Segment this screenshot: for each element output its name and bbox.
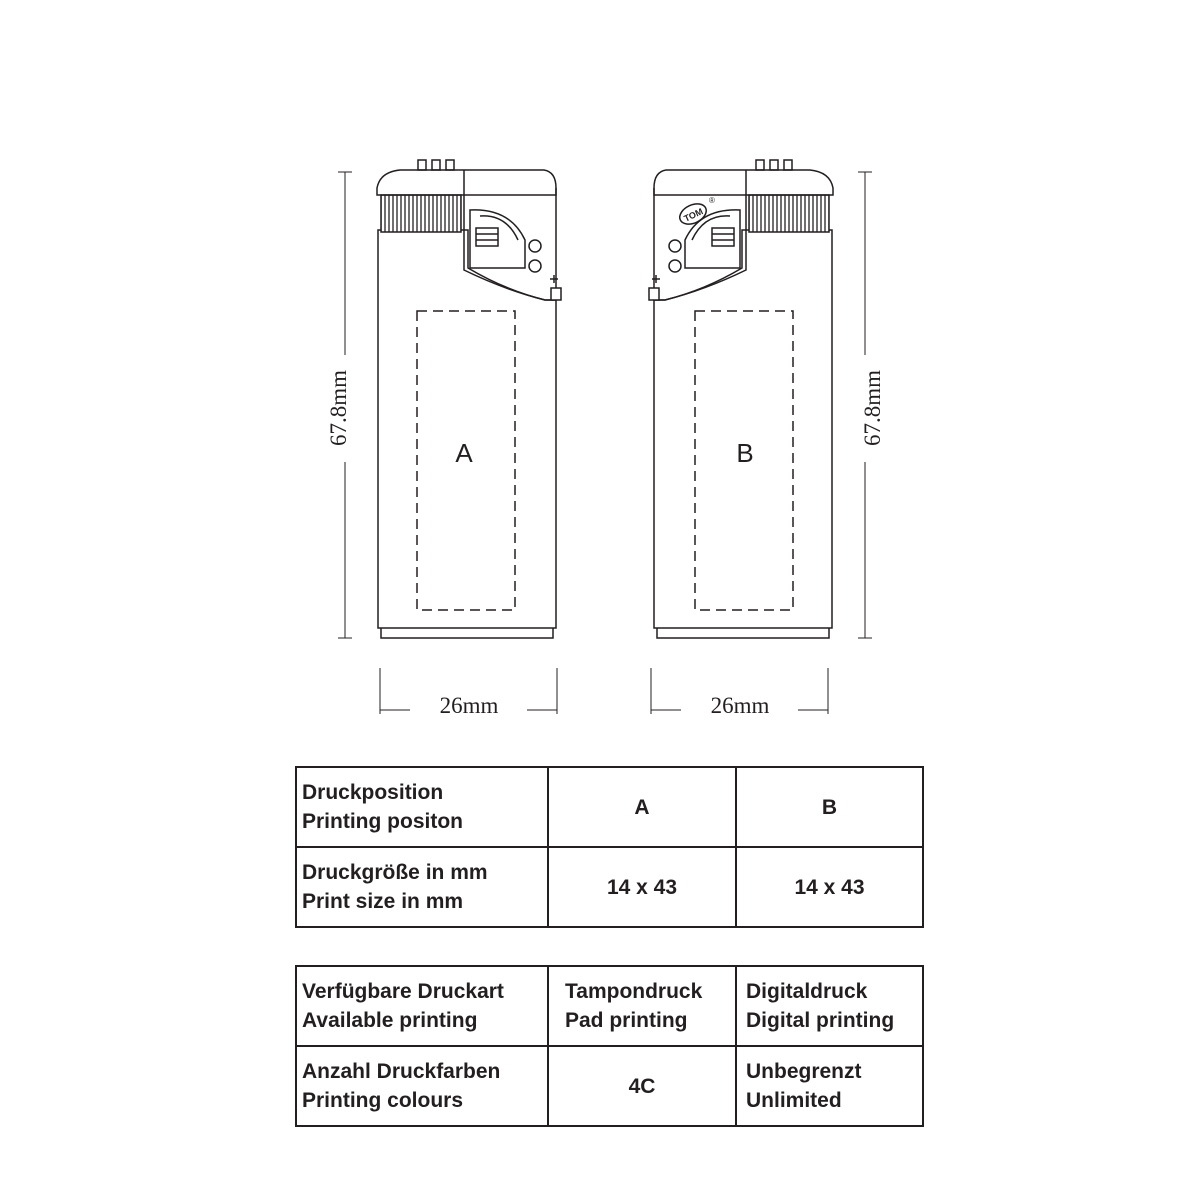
table-row: [296, 1046, 923, 1126]
lighter-guard: [654, 170, 746, 300]
lighter-base: [657, 628, 829, 638]
row-label: Anzahl Druckfarben Printing colours: [296, 1046, 548, 1126]
height-dimension-right-label: 67.8mm: [860, 369, 885, 447]
row-label: Druckgröße in mm Print size in mm: [296, 847, 548, 927]
brand-logo-text: TOM: [682, 206, 705, 224]
table-row: [296, 767, 923, 847]
lighter-guard: [464, 170, 556, 300]
print-area-a-label: A: [455, 438, 473, 468]
column-a-value: 4C: [548, 1046, 736, 1126]
ribbed-wheel: [381, 195, 461, 232]
dot-icon: [669, 260, 681, 272]
column-b-value: Digitaldruck Digital printing: [736, 966, 923, 1046]
column-b-value: Unbegrenzt Unlimited: [736, 1046, 923, 1126]
column-a-value: Tampondruck Pad printing: [548, 966, 736, 1046]
dot-icon: [529, 240, 541, 252]
row-label: Druckposition Printing positon: [296, 767, 548, 847]
brand-logo-mark: ®: [709, 196, 715, 205]
lighter-body-outline: [654, 230, 832, 628]
lighter-body-outline: [378, 230, 556, 628]
printing-method-table: [295, 965, 924, 1127]
table-row: [296, 966, 923, 1046]
lighter-front-view: [377, 160, 561, 638]
dot-icon: [669, 240, 681, 252]
print-area-b-label: B: [736, 438, 754, 468]
row-label: Verfügbare Druckart Available printing: [296, 966, 548, 1046]
width-dimension-left-label: 26mm: [439, 693, 499, 718]
print-position-table: [295, 766, 924, 928]
dot-icon: [529, 260, 541, 272]
lighter-base: [381, 628, 553, 638]
lighter-back-view: [649, 160, 833, 638]
column-b-value: B: [736, 767, 923, 847]
height-dimension-left-label: 67.8mm: [326, 369, 351, 447]
ribbed-wheel: [749, 195, 829, 232]
column-b-value: 14 x 43: [736, 847, 923, 927]
width-dimension-right-label: 26mm: [710, 693, 770, 718]
lighter-cap: [654, 170, 833, 195]
column-a-value: 14 x 43: [548, 847, 736, 927]
table-row: [296, 847, 923, 927]
lighter-cap: [377, 170, 556, 195]
column-a-value: A: [548, 767, 736, 847]
